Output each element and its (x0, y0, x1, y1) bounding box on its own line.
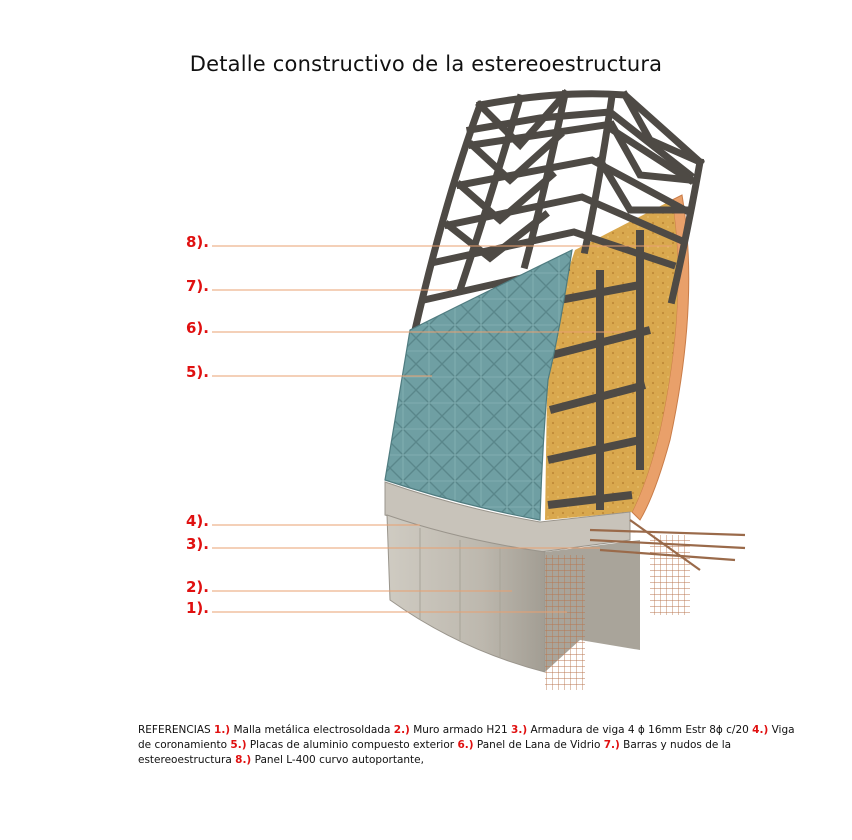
ref-6-text: Panel de Lana de Vidrio (476, 739, 601, 751)
diagram-title: Detalle constructivo de la estereoestructura (189, 52, 663, 76)
ref-4-text: Viga de coronamiento (138, 724, 795, 751)
callout-7: 7). (186, 277, 209, 295)
references-heading: REFERENCIAS (138, 724, 211, 736)
ref-5-text: Placas de aluminio compuesto exterior (249, 739, 455, 751)
callout-3: 3). (186, 535, 209, 553)
callout-5: 5). (186, 363, 209, 381)
ref-5-num: 5.) (230, 739, 247, 751)
ref-1-text: Malla metálica electrosoldada (233, 724, 391, 736)
callout-4: 4). (186, 512, 209, 530)
ref-8-text: Panel L-400 curvo autoportante, (254, 754, 424, 766)
callout-8: 8). (186, 233, 209, 251)
callout-1: 1). (186, 599, 209, 617)
ref-3-num: 3.) (511, 724, 528, 736)
ref-2-num: 2.) (393, 724, 410, 736)
ref-8-num: 8.) (235, 754, 252, 766)
ref-7-num: 7.) (603, 739, 620, 751)
ref-7-text: Barras y nudos de la estereoestructura (138, 739, 732, 766)
callout-2: 2). (186, 578, 209, 596)
ref-2-text: Muro armado H21 (413, 724, 508, 736)
welded-wire-mesh (545, 555, 585, 690)
ref-3-text: Armadura de viga 4 ɸ 16mm Estr 8ɸ c/20 (530, 724, 749, 736)
callout-6: 6). (186, 319, 209, 337)
references-legend (138, 723, 798, 768)
ref-4-num: 4.) (752, 724, 769, 736)
ref-1-num: 1.) (214, 724, 231, 736)
ref-6-num: 6.) (457, 739, 474, 751)
